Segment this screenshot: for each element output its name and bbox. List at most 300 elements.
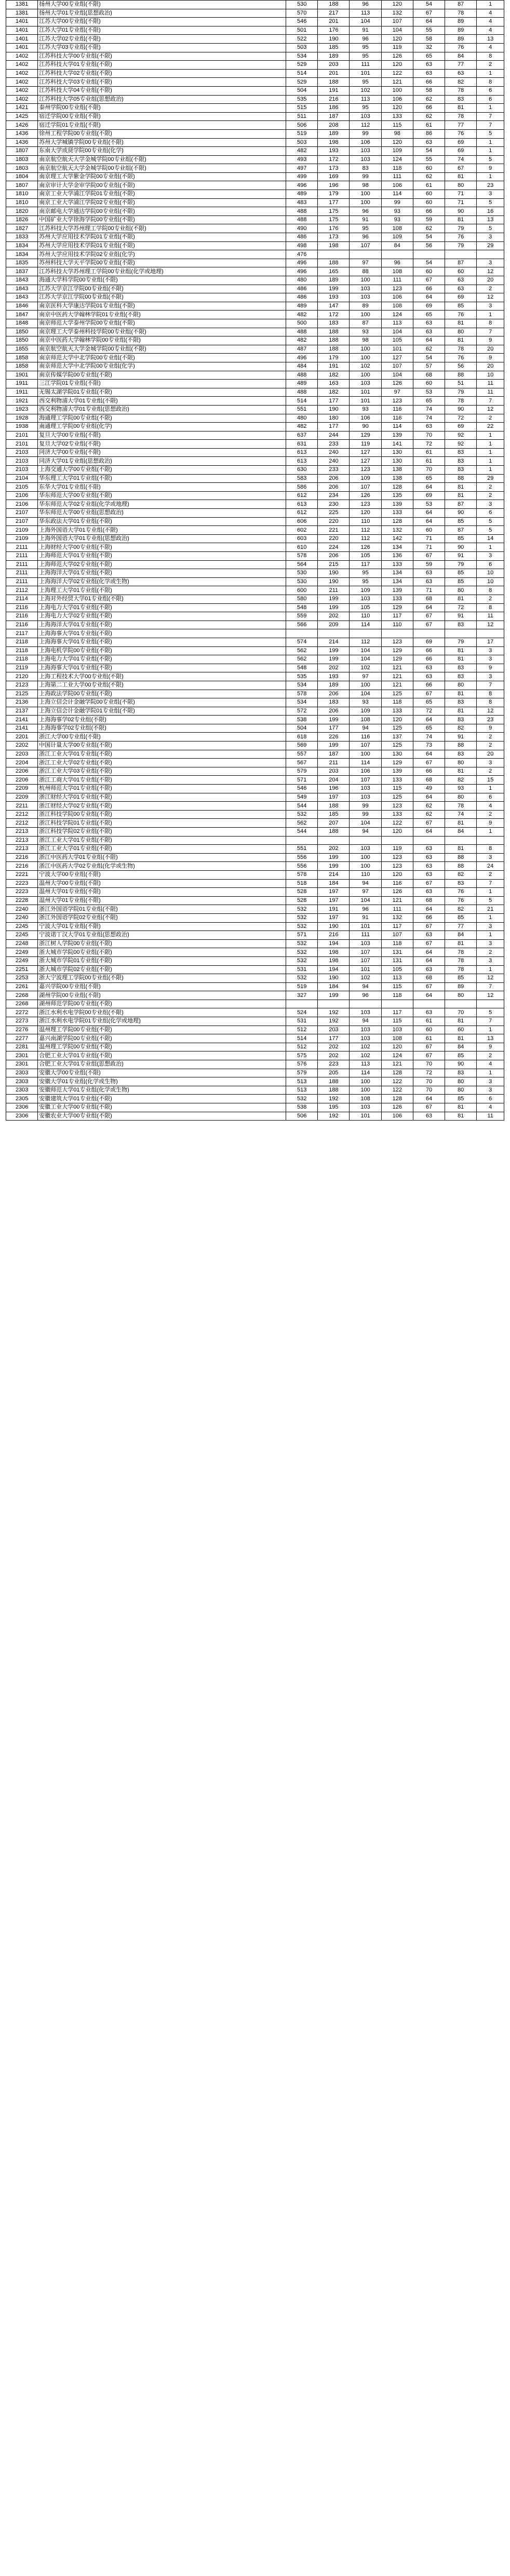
cell-score-5: 128	[381, 1069, 413, 1077]
table-row	[6, 1095, 504, 1103]
cell-score-5: 120	[381, 138, 413, 147]
cell-score-2: 548	[286, 664, 318, 672]
cell-score-2: 486	[286, 293, 318, 302]
cell-score-6: 63	[413, 69, 445, 78]
cell-score-4	[350, 836, 381, 845]
cell-score-2: 512	[286, 1026, 318, 1034]
cell-major-group: 温州理工学院00专业组(不限)	[38, 1026, 286, 1034]
cell-score-4: 103	[350, 112, 381, 121]
cell-rank: 13	[477, 35, 504, 44]
cell-score-5: 122	[381, 1077, 413, 1086]
cell-score-2: 488	[286, 388, 318, 397]
table-row	[6, 612, 504, 621]
cell-score-6: 59	[413, 560, 445, 569]
cell-score-2: 490	[286, 224, 318, 233]
cell-score-2: 559	[286, 612, 318, 621]
cell-code: 2216	[6, 853, 38, 862]
cell-score-2: 556	[286, 853, 318, 862]
cell-code: 1803	[6, 164, 38, 173]
cell-score-6: 60	[413, 1026, 445, 1034]
cell-score-6: 67	[413, 552, 445, 561]
cell-score-4: 101	[350, 1112, 381, 1121]
cell-rank: 5	[477, 155, 504, 164]
cell-score-4: 94	[350, 1017, 381, 1026]
table-row	[6, 776, 504, 785]
table-row	[6, 405, 504, 414]
cell-rank: 4	[477, 18, 504, 26]
cell-score-5: 123	[381, 802, 413, 811]
cell-score-7: 63	[445, 285, 477, 293]
table-row	[6, 164, 504, 173]
cell-code: 2209	[6, 793, 38, 802]
cell-score-7: 77	[445, 922, 477, 931]
table-row	[6, 681, 504, 690]
cell-rank: 6	[477, 560, 504, 569]
cell-score-3: 183	[318, 319, 350, 328]
cell-code: 1827	[6, 224, 38, 233]
cell-rank: 5	[477, 1008, 504, 1017]
cell-score-5: 107	[381, 362, 413, 371]
cell-score-6: 72	[413, 440, 445, 449]
cell-score-6: 58	[413, 35, 445, 44]
cell-score-2: 532	[286, 913, 318, 922]
cell-code: 2306	[6, 1103, 38, 1112]
cell-score-7: 83	[445, 448, 477, 457]
cell-major-group: 上海师范大学01专业组(不限)	[38, 552, 286, 561]
cell-rank: 9	[477, 664, 504, 672]
cell-score-3: 193	[318, 293, 350, 302]
cell-score-2: 631	[286, 440, 318, 449]
cell-score-6: 69	[413, 302, 445, 311]
cell-score-2: 518	[286, 879, 318, 888]
cell-code: 2221	[6, 870, 38, 879]
cell-score-3: 180	[318, 414, 350, 423]
cell-rank: 4	[477, 9, 504, 18]
cell-score-6: 63	[413, 664, 445, 672]
cell-score-4: 100	[350, 198, 381, 207]
cell-score-2: 557	[286, 750, 318, 759]
cell-rank: 9	[477, 1043, 504, 1051]
cell-score-4: 96	[350, 233, 381, 242]
cell-major-group: 安徽师范大学01专业组(化学或生物)	[38, 1086, 286, 1095]
table-row	[6, 767, 504, 776]
cell-rank: 7	[477, 397, 504, 406]
cell-score-4: 113	[350, 95, 381, 104]
cell-score-3: 192	[318, 1112, 350, 1121]
cell-major-group: 上海外国语大学01专业组(思想政治)	[38, 534, 286, 543]
cell-score-2: 506	[286, 121, 318, 130]
cell-score-7: 85	[445, 974, 477, 983]
cell-score-3: 190	[318, 974, 350, 983]
cell-score-5: 124	[381, 1051, 413, 1060]
cell-code: 2272	[6, 1008, 38, 1017]
cell-score-3: 206	[318, 552, 350, 561]
cell-rank: 3	[477, 1077, 504, 1086]
cell-score-4: 96	[350, 991, 381, 1000]
cell-score-3: 223	[318, 1060, 350, 1069]
cell-score-4: 99	[350, 172, 381, 181]
cell-score-7: 90	[445, 405, 477, 414]
cell-major-group: 南京师范大学中北学院00专业组(化学)	[38, 362, 286, 371]
table-row	[6, 646, 504, 655]
cell-score-5: 130	[381, 750, 413, 759]
cell-code: 1843	[6, 276, 38, 285]
cell-rank: 20	[477, 345, 504, 354]
cell-score-2: 506	[286, 1112, 318, 1121]
cell-score-7: 81	[445, 819, 477, 828]
cell-score-4: 100	[350, 190, 381, 199]
table-row	[6, 905, 504, 914]
table-row	[6, 853, 504, 862]
cell-rank: 13	[477, 1034, 504, 1043]
table-row	[6, 870, 504, 879]
cell-major-group: 南京理工大学紫金学院00专业组(不限)	[38, 172, 286, 181]
cell-score-5: 111	[381, 172, 413, 181]
cell-score-7: 60	[445, 267, 477, 276]
cell-score-6: 49	[413, 785, 445, 793]
cell-rank: 9	[477, 354, 504, 362]
cell-score-3: 206	[318, 707, 350, 716]
cell-score-6: 63	[413, 1112, 445, 1121]
cell-score-5: 132	[381, 9, 413, 18]
cell-score-7: 74	[445, 810, 477, 819]
cell-major-group: 苏州大学应用技术学院02专业组(化学)	[38, 250, 286, 259]
table-row	[6, 1000, 504, 1008]
cell-score-7: 89	[445, 35, 477, 44]
cell-score-6: 67	[413, 879, 445, 888]
cell-code: 2268	[6, 1000, 38, 1008]
cell-code: 1834	[6, 250, 38, 259]
cell-score-6: 69	[413, 638, 445, 646]
cell-score-5: 133	[381, 776, 413, 785]
cell-score-6: 70	[413, 1086, 445, 1095]
cell-major-group: 华东理工大学01专业组(不限)	[38, 474, 286, 483]
cell-score-6: 68	[413, 896, 445, 905]
cell-score-2: 580	[286, 595, 318, 603]
cell-score-3: 201	[318, 18, 350, 26]
cell-major-group: 安徽工业大学00专业组(不限)	[38, 1103, 286, 1112]
cell-score-6: 62	[413, 802, 445, 811]
cell-score-3: 172	[318, 155, 350, 164]
cell-score-3: 199	[318, 853, 350, 862]
cell-score-5: 115	[381, 1017, 413, 1026]
table-row	[6, 78, 504, 87]
cell-score-2: 583	[286, 474, 318, 483]
cell-score-2: 578	[286, 870, 318, 879]
cell-score-7: 88	[445, 862, 477, 871]
cell-score-6: 61	[413, 1017, 445, 1026]
cell-score-2: 534	[286, 698, 318, 707]
cell-rank: 12	[477, 293, 504, 302]
cell-score-2: 488	[286, 328, 318, 336]
cell-rank: 12	[477, 707, 504, 716]
cell-score-3: 182	[318, 388, 350, 397]
cell-score-2: 532	[286, 956, 318, 965]
cell-score-5: 108	[381, 1034, 413, 1043]
cell-score-4: 97	[350, 259, 381, 267]
cell-score-6: 64	[413, 956, 445, 965]
cell-score-5: 119	[381, 43, 413, 52]
cell-score-5: 130	[381, 448, 413, 457]
cell-score-7: 76	[445, 896, 477, 905]
cell-score-5	[381, 836, 413, 845]
cell-score-3: 205	[318, 1069, 350, 1077]
cell-major-group: 东南大学成贤学院00专业组(化学)	[38, 147, 286, 156]
cell-score-6: 67	[413, 1043, 445, 1051]
cell-score-3: 240	[318, 457, 350, 466]
cell-score-4: 100	[350, 750, 381, 759]
cell-code: 1804	[6, 172, 38, 181]
cell-score-2: 564	[286, 560, 318, 569]
cell-score-5: 120	[381, 61, 413, 70]
cell-score-6	[413, 629, 445, 638]
cell-code: 2216	[6, 862, 38, 871]
cell-score-7: 81	[445, 1112, 477, 1121]
cell-score-7: 67	[445, 164, 477, 173]
cell-score-7	[445, 629, 477, 638]
cell-score-6	[413, 836, 445, 845]
cell-major-group: 上海海洋大学01专业组(不限)	[38, 621, 286, 629]
cell-score-3: 183	[318, 698, 350, 707]
cell-score-6: 55	[413, 155, 445, 164]
cell-code: 2213	[6, 828, 38, 837]
table-row	[6, 879, 504, 888]
table-row	[6, 43, 504, 52]
cell-score-2: 528	[286, 896, 318, 905]
table-row	[6, 215, 504, 224]
cell-code: 2118	[6, 655, 38, 664]
cell-score-3: 199	[318, 655, 350, 664]
cell-score-4: 127	[350, 448, 381, 457]
table-row	[6, 741, 504, 750]
cell-rank: 8	[477, 586, 504, 595]
cell-score-3: 188	[318, 345, 350, 354]
table-row	[6, 354, 504, 362]
cell-major-group: 南京航空航天大学金城学院00专业组(不限)	[38, 164, 286, 173]
cell-score-4: 112	[350, 121, 381, 130]
cell-major-group: 湖州学院00专业组(不限)	[38, 991, 286, 1000]
cell-score-3: 177	[318, 198, 350, 207]
cell-score-2: 612	[286, 491, 318, 500]
table-row	[6, 1051, 504, 1060]
cell-score-3: 189	[318, 681, 350, 690]
cell-major-group: 华东政法大学01专业组(不限)	[38, 517, 286, 526]
cell-score-2: 612	[286, 509, 318, 518]
cell-score-5: 106	[381, 1112, 413, 1121]
cell-score-3: 202	[318, 612, 350, 621]
cell-major-group: 华东师范大学00专业组(不限)	[38, 491, 286, 500]
cell-score-6: 63	[413, 61, 445, 70]
table-row	[6, 810, 504, 819]
cell-major-group: 上海立信会计金融学院00专业组(不限)	[38, 698, 286, 707]
cell-score-7: 81	[445, 767, 477, 776]
cell-code: 2203	[6, 750, 38, 759]
table-row	[6, 423, 504, 431]
cell-score-2: 513	[286, 1077, 318, 1086]
cell-major-group: 上海电力大学01专业组(不限)	[38, 655, 286, 664]
cell-score-7: 81	[445, 1103, 477, 1112]
cell-code: 2240	[6, 913, 38, 922]
cell-score-4: 103	[350, 1034, 381, 1043]
cell-code: 2123	[6, 681, 38, 690]
cell-score-4: 102	[350, 974, 381, 983]
cell-rank: 4	[477, 1060, 504, 1069]
cell-score-4: 96	[350, 207, 381, 216]
cell-score-7: 81	[445, 646, 477, 655]
cell-score-2: 531	[286, 965, 318, 974]
cell-code: 1401	[6, 26, 38, 35]
table-row	[6, 95, 504, 104]
cell-score-5: 134	[381, 543, 413, 552]
cell-rank: 5	[477, 517, 504, 526]
cell-score-6: 71	[413, 534, 445, 543]
cell-score-2: 549	[286, 793, 318, 802]
cell-rank: 1	[477, 965, 504, 974]
cell-code: 1436	[6, 129, 38, 138]
cell-score-7: 76	[445, 129, 477, 138]
cell-major-group: 嘉兴学院00专业组(不限)	[38, 982, 286, 991]
cell-score-5: 133	[381, 560, 413, 569]
cell-score-7: 72	[445, 414, 477, 423]
cell-score-6: 70	[413, 1077, 445, 1086]
cell-code: 1402	[6, 69, 38, 78]
cell-score-2: 489	[286, 302, 318, 311]
cell-code: 2301	[6, 1060, 38, 1069]
cell-score-3: 202	[318, 1043, 350, 1051]
cell-score-7: 81	[445, 1034, 477, 1043]
cell-code: 2202	[6, 741, 38, 750]
cell-score-4: 103	[350, 1008, 381, 1017]
cell-major-group: 苏州大学应用技术学院01专业组(不限)	[38, 241, 286, 250]
cell-score-2: 566	[286, 621, 318, 629]
cell-major-group: 江苏科技大学05专业组(思想政治)	[38, 95, 286, 104]
cell-score-7	[445, 1000, 477, 1008]
cell-code: 2303	[6, 1086, 38, 1095]
cell-score-4: 95	[350, 104, 381, 113]
cell-score-6: 72	[413, 707, 445, 716]
cell-rank: 29	[477, 474, 504, 483]
cell-score-5: 125	[381, 793, 413, 802]
cell-rank: 7	[477, 328, 504, 336]
cell-major-group: 中国计量大学00专业组(不限)	[38, 741, 286, 750]
table-row	[6, 716, 504, 724]
cell-code: 2116	[6, 603, 38, 612]
table-row	[6, 603, 504, 612]
table-row	[6, 259, 504, 267]
cell-rank	[477, 836, 504, 845]
cell-rank	[477, 250, 504, 259]
cell-score-5: 120	[381, 828, 413, 837]
cell-score-7: 83	[445, 466, 477, 475]
cell-score-5: 142	[381, 534, 413, 543]
cell-score-2: 511	[286, 112, 318, 121]
cell-score-7: 80	[445, 1086, 477, 1095]
cell-score-6: 64	[413, 905, 445, 914]
cell-score-2: 504	[286, 724, 318, 733]
cell-major-group: 上海电力大学02专业组(不限)	[38, 612, 286, 621]
cell-score-6: 68	[413, 595, 445, 603]
table-row	[6, 172, 504, 181]
cell-score-2: 487	[286, 345, 318, 354]
cell-score-7: 80	[445, 586, 477, 595]
cell-score-2: 488	[286, 371, 318, 380]
cell-code: 2201	[6, 733, 38, 741]
cell-score-3: 216	[318, 95, 350, 104]
cell-rank: 5	[477, 224, 504, 233]
cell-score-3: 208	[318, 121, 350, 130]
cell-major-group: 南京传媒学院00专业组(不限)	[38, 371, 286, 380]
cell-score-3: 220	[318, 517, 350, 526]
cell-score-7: 85	[445, 569, 477, 578]
cell-score-7: 80	[445, 681, 477, 690]
cell-score-2: 530	[286, 1, 318, 9]
cell-score-4: 99	[350, 802, 381, 811]
cell-score-3: 193	[318, 147, 350, 156]
cell-code: 1425	[6, 112, 38, 121]
cell-major-group: 浙江财经大学01专业组(不限)	[38, 793, 286, 802]
cell-rank: 1	[477, 1026, 504, 1034]
cell-rank: 7	[477, 879, 504, 888]
cell-major-group: 上海海事学02专业组(不限)	[38, 716, 286, 724]
cell-rank: 1	[477, 785, 504, 793]
cell-score-4: 103	[350, 155, 381, 164]
cell-score-6: 64	[413, 716, 445, 724]
cell-score-7: 78	[445, 956, 477, 965]
cell-score-6: 62	[413, 112, 445, 121]
table-row	[6, 181, 504, 190]
cell-major-group: 浙江工业大学02专业组(不限)	[38, 759, 286, 767]
cell-score-7: 85	[445, 534, 477, 543]
cell-code: 2301	[6, 1051, 38, 1060]
cell-score-5: 125	[381, 724, 413, 733]
cell-score-6: 66	[413, 767, 445, 776]
cell-score-5: 121	[381, 681, 413, 690]
cell-score-5: 114	[381, 190, 413, 199]
cell-score-6: 53	[413, 500, 445, 509]
cell-rank: 3	[477, 853, 504, 862]
table-row	[6, 267, 504, 276]
cell-score-2: 529	[286, 61, 318, 70]
cell-rank: 7	[477, 1017, 504, 1026]
cell-score-3: 177	[318, 397, 350, 406]
cell-score-4: 95	[350, 224, 381, 233]
cell-score-3: 191	[318, 905, 350, 914]
cell-major-group: 浙江工业大学01专业组(不限)	[38, 750, 286, 759]
cell-score-7: 83	[445, 879, 477, 888]
table-row	[6, 319, 504, 328]
cell-score-5: 108	[381, 267, 413, 276]
cell-code: 2141	[6, 716, 38, 724]
cell-score-5: 128	[381, 517, 413, 526]
cell-code: 2119	[6, 664, 38, 672]
cell-code: 1911	[6, 388, 38, 397]
cell-score-3: 184	[318, 982, 350, 991]
cell-major-group: 浙江工商大学01专业组(不限)	[38, 776, 286, 785]
cell-score-6: 62	[413, 345, 445, 354]
cell-code: 2118	[6, 646, 38, 655]
cell-score-7	[445, 250, 477, 259]
cell-major-group: 上海外国语大学01专业组(不限)	[38, 526, 286, 535]
cell-code: 1402	[6, 61, 38, 70]
cell-score-7: 82	[445, 724, 477, 733]
cell-score-4	[350, 250, 381, 259]
cell-rank: 1	[477, 931, 504, 940]
cell-score-2: 482	[286, 423, 318, 431]
cell-score-2: 483	[286, 198, 318, 207]
cell-score-7: 89	[445, 18, 477, 26]
cell-score-3: 192	[318, 1008, 350, 1017]
cell-major-group: 江苏大学京江学院00专业组(不限)	[38, 285, 286, 293]
